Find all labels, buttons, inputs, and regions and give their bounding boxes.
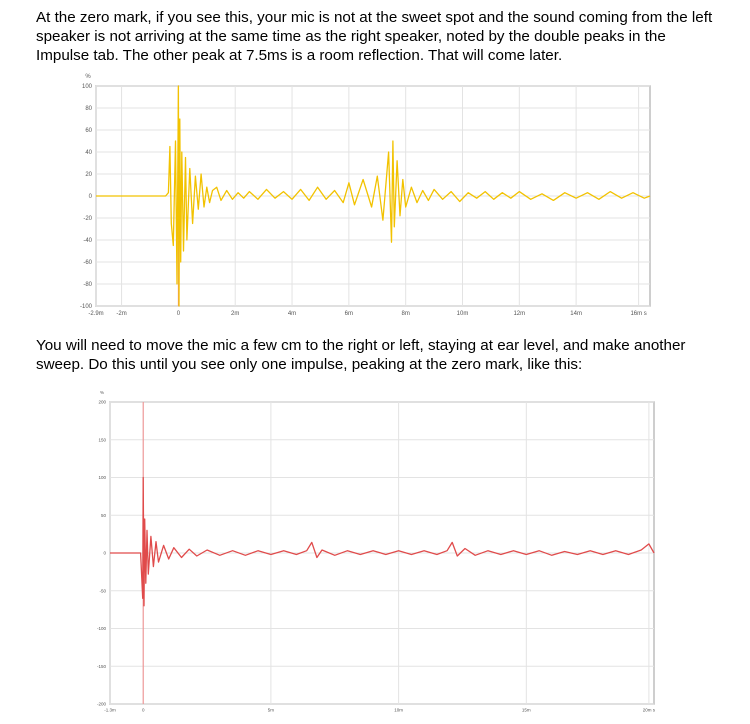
x-tick-label: 4m	[287, 311, 297, 317]
x-tick-label: 10m	[456, 311, 469, 317]
y-tick-label: 0	[103, 550, 106, 556]
x-tick-label: 14m	[570, 311, 582, 317]
y-tick-label: 60	[85, 128, 92, 135]
y-tick-label: -100	[96, 626, 106, 632]
x-tick-label: 5m	[267, 707, 275, 713]
x-tick-label: 16m s	[630, 311, 647, 317]
y-tick-label: 50	[100, 512, 106, 518]
y-tick-label: -200	[96, 701, 106, 707]
y-tick-label: -60	[83, 260, 92, 267]
x-tick-label: 20m s	[642, 707, 656, 713]
y-tick-label: 20	[85, 172, 92, 179]
y-tick-label: 150	[98, 437, 106, 443]
intro-paragraph: At the zero mark, if you see this, your mic is not at the sweet spot and the sound coming from the left speaker is not arriving at the same time as the right speaker, noted by the double peaks in the Impulse tab. The other peak at 7.5ms is a room reflection. That will come later.	[36, 9, 713, 64]
y-tick-label: -40	[83, 238, 92, 245]
x-tick-label: -2.9m	[88, 311, 104, 317]
x-tick-label: -1.3m	[104, 707, 116, 713]
x-tick-label: 12m	[513, 311, 526, 317]
x-tick-label: -2m	[116, 311, 127, 317]
impulse-chart-single-peak	[88, 388, 668, 718]
x-tick-label: 15m	[521, 707, 531, 713]
x-tick-label: 8m	[401, 311, 410, 317]
y-tick-label: 100	[98, 475, 106, 481]
y-tick-label: -150	[96, 663, 106, 669]
y-tick-label: 80	[85, 106, 92, 113]
y-axis-label: %	[85, 74, 91, 80]
y-axis-label: %	[99, 390, 105, 395]
y-tick-label: -80	[83, 282, 92, 289]
x-tick-label: 0	[176, 311, 181, 317]
x-tick-label: 0	[141, 707, 145, 713]
x-tick-label: 10m	[394, 707, 403, 713]
y-tick-label: 0	[88, 194, 92, 201]
impulse-chart-double-peak	[60, 74, 660, 318]
y-tick-label: -50	[99, 588, 106, 594]
y-tick-label: -100	[79, 304, 92, 311]
y-tick-label: 200	[98, 399, 106, 405]
instruction-paragraph: You will need to move the mic a few cm to the right or left, staying at ear level, and make another sweep. Do this until you see only one impulse, peaking at the zero mark, like this:	[36, 337, 686, 373]
x-tick-label: 6m	[344, 311, 354, 317]
x-tick-label: 2m	[231, 311, 240, 317]
y-tick-label: -20	[83, 216, 92, 223]
y-tick-label: 100	[81, 84, 92, 91]
y-tick-label: 40	[85, 150, 92, 157]
